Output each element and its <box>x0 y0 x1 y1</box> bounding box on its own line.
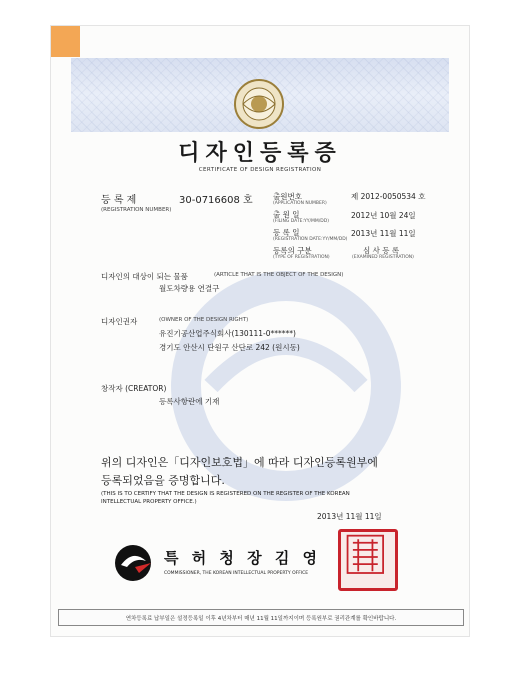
seal-pattern-icon <box>344 532 392 582</box>
article-value: 월도차량용 연결구 <box>159 284 220 293</box>
footer-note-text: 연차등록료 납부일은 설정등록일 이후 4년차부터 매년 11월 11일까지이며 등록원부로 권리관계를 확인바랍니다. <box>125 615 397 622</box>
creator-label: 창작자 (CREATOR) <box>101 384 167 393</box>
article-label-en: (ARTICLE THAT IS THE OBJECT OF THE DESIGN) <box>214 272 344 278</box>
registration-date-label: 등 록 일 <box>273 228 300 237</box>
statement-line-2: 등록되었음을 증명합니다. <box>101 474 225 487</box>
signer-name-en: COMMISSIONER, THE KOREAN INTELLECTUAL PROPERTY OFFICE <box>164 571 309 576</box>
page-title: 디자인등록증 <box>178 141 342 166</box>
owner-label: 디자인권자 <box>101 317 138 326</box>
registration-type-value-en: (EXAMINED REGISTRATION) <box>352 255 414 260</box>
registration-type-label: 등록의 구분 <box>273 246 312 255</box>
statement-en-line-2: INTELLECTUAL PROPERTY OFFICE.) <box>101 499 197 505</box>
tape-mark <box>51 26 80 57</box>
filing-date-value: 2012년 10월 24일 <box>351 211 416 220</box>
registration-date-value: 2013년 11월 11일 <box>351 229 416 238</box>
registration-label: 등 록 제 <box>101 195 137 206</box>
application-number-label-en: (APPLICATION NUMBER) <box>273 201 327 206</box>
official-seal <box>338 529 398 591</box>
certificate-sheet <box>50 25 470 637</box>
kipo-logo-icon <box>113 543 153 583</box>
registration-type-label-en: (TYPE OF REGISTRATION) <box>273 255 330 260</box>
application-number-label: 출원번호 <box>273 192 302 201</box>
creator-value: 등록사항란에 기재 <box>159 397 220 406</box>
filing-date-label-en: (FILING DATE:YY/MM/DD) <box>273 219 329 224</box>
statement-en-line-1: (THIS IS TO CERTIFY THAT THE DESIGN IS REGISTERED ON THE REGISTER OF THE KOREAN <box>101 491 350 497</box>
registration-number: 30-0716608 호 <box>179 195 253 206</box>
emblem-icon <box>233 78 285 130</box>
page-subtitle: CERTIFICATE OF DESIGN REGISTRATION <box>198 167 322 173</box>
registration-label-en: (REGISTRATION NUMBER) <box>101 207 172 213</box>
application-number-value: 제 2012-0050534 호 <box>351 192 426 201</box>
owner-label-en: (OWNER OF THE DESIGN RIGHT) <box>159 317 249 323</box>
signer-name: 특 허 청 장 김 영 <box>164 549 322 567</box>
registration-type-value: 심 사 등 록 <box>363 246 400 255</box>
owner-address: 경기도 안산시 단원구 산단로 242 (원시동) <box>159 343 300 352</box>
article-label: 디자인의 대상이 되는 물품 <box>101 272 188 281</box>
issue-date: 2013년 11월 11일 <box>317 512 382 521</box>
owner-name: 유진기공산업주식회사(130111-0******) <box>159 329 296 338</box>
registration-date-label-en: (REGISTRATION DATE:YY/MM/DD) <box>273 237 348 242</box>
filing-date-label: 출 원 일 <box>273 210 300 219</box>
footer-note <box>58 609 464 626</box>
statement-line-1: 위의 디자인은「디자인보호법」에 따라 디자인등록원부에 <box>101 456 378 469</box>
